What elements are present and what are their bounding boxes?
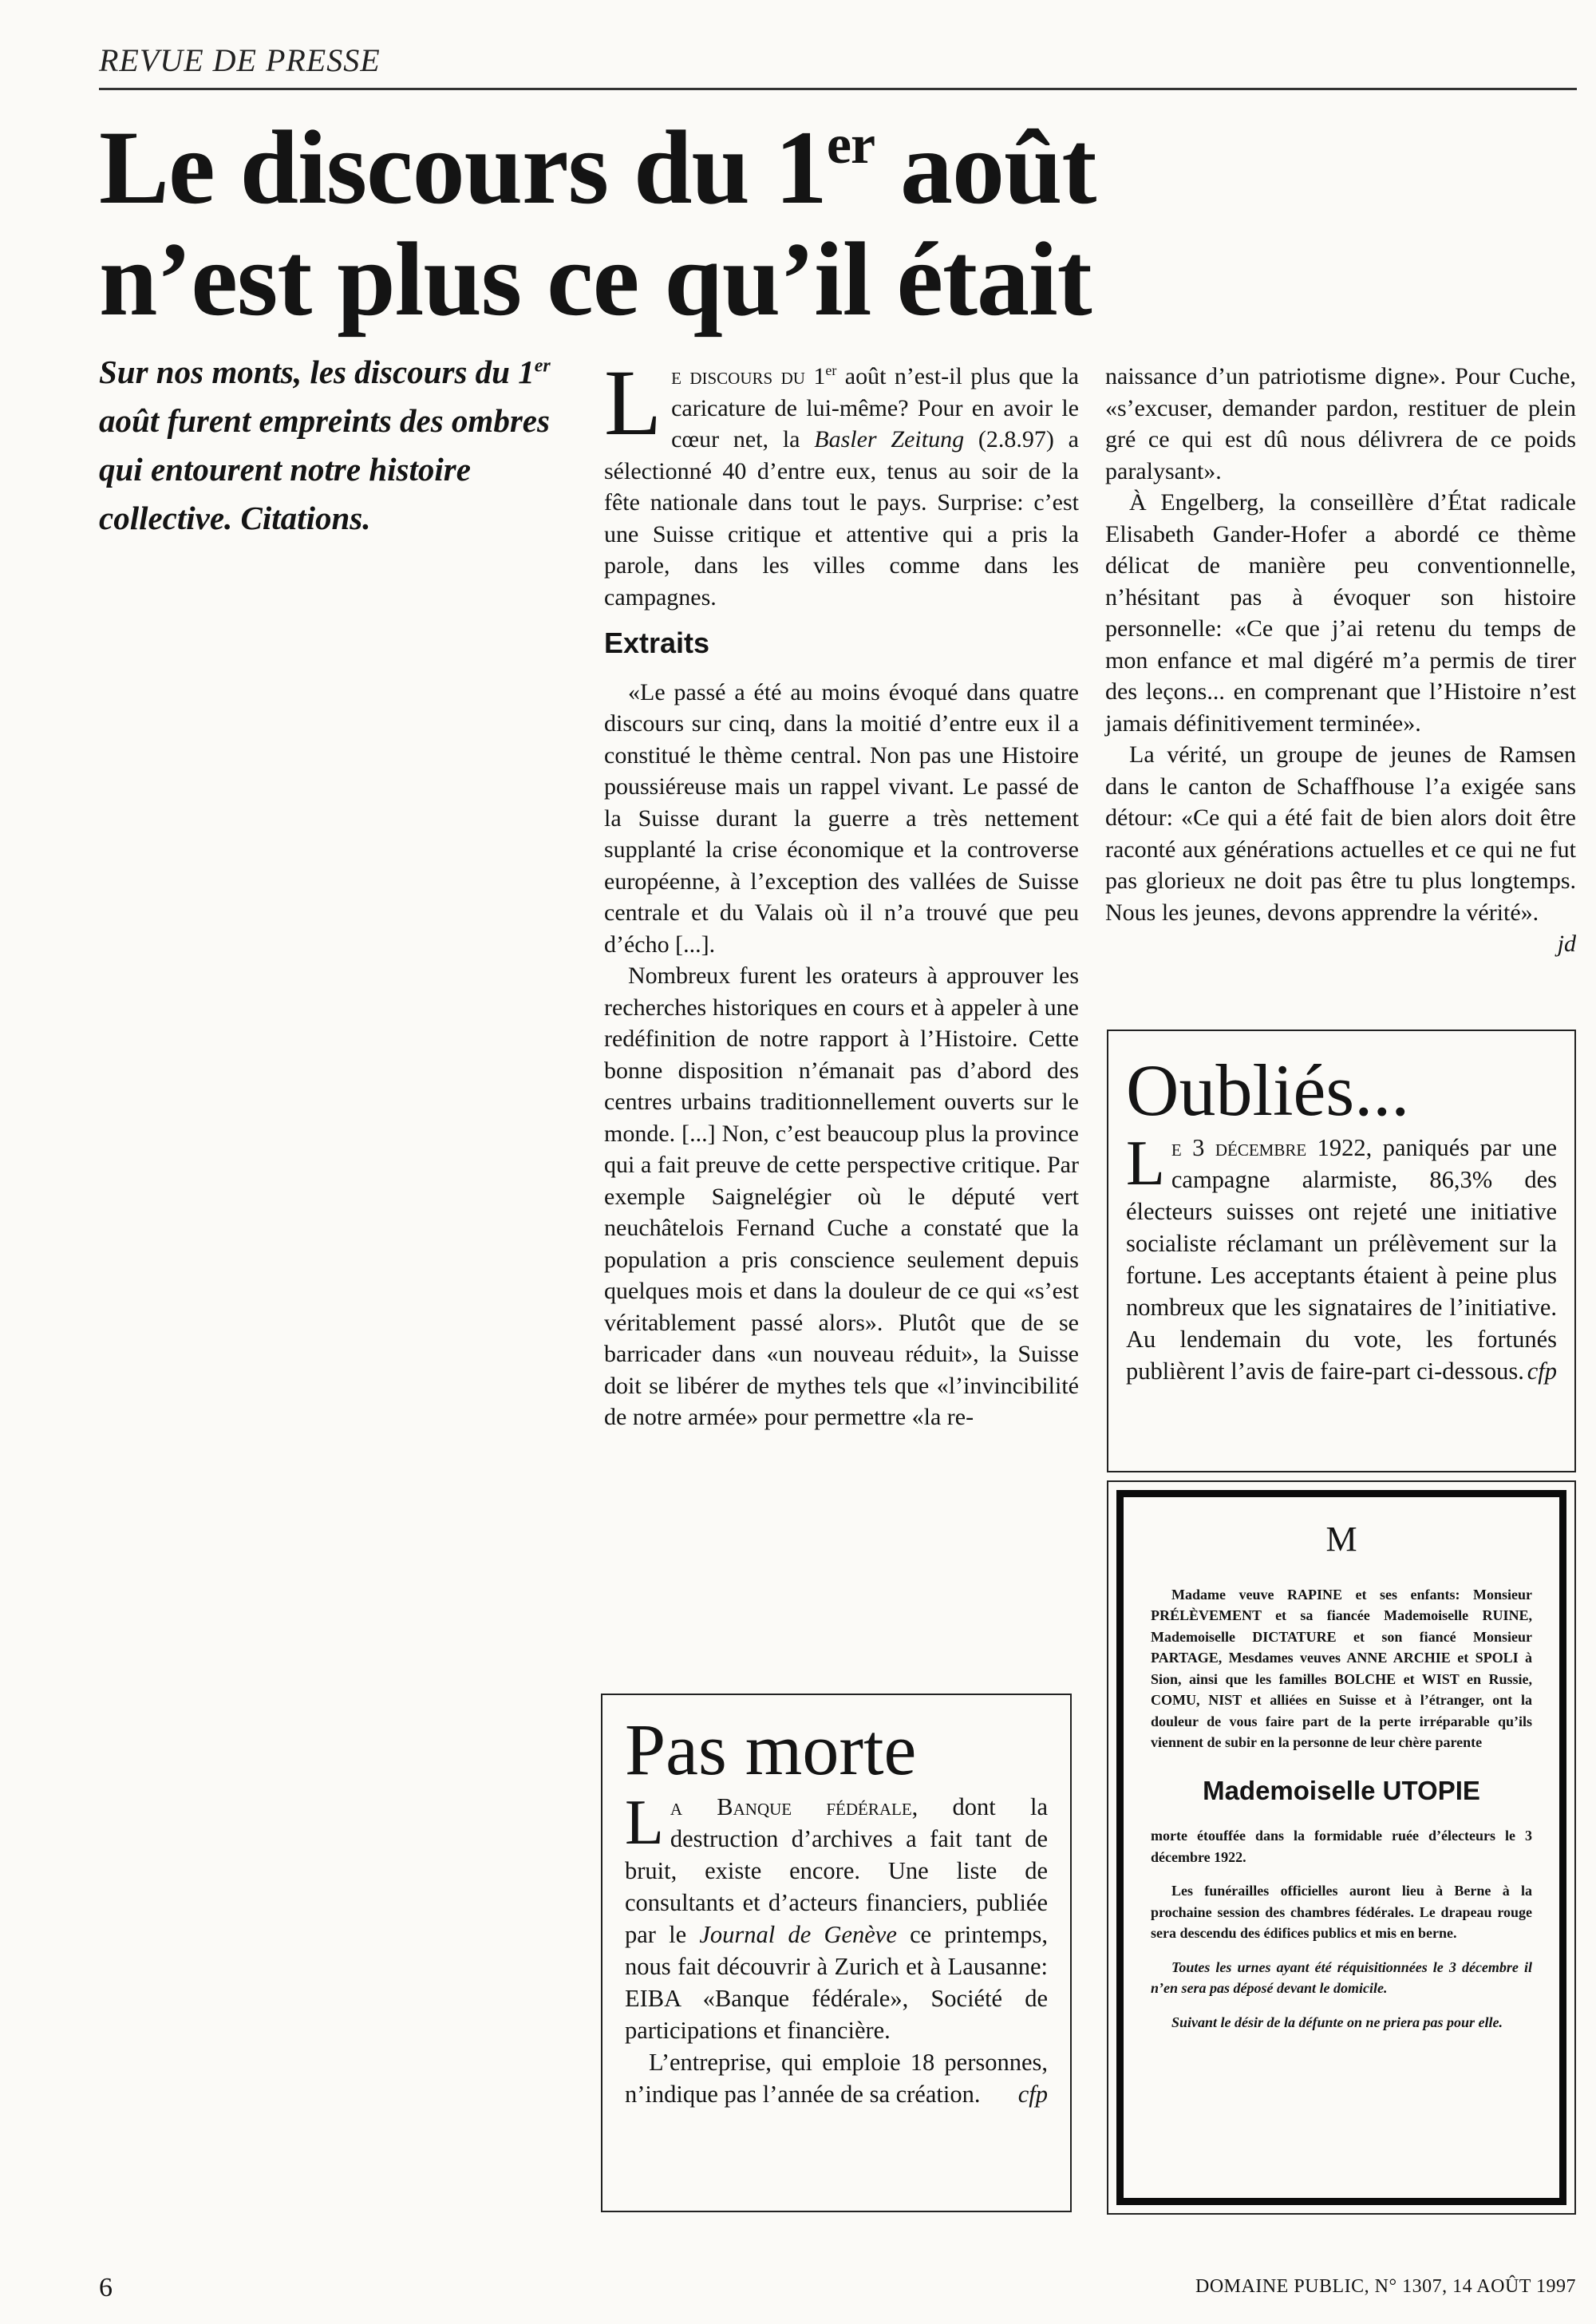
- box-title: Oubliés...: [1126, 1049, 1410, 1131]
- box-title: Pas morte: [625, 1709, 917, 1790]
- page-number: 6: [99, 2273, 113, 2302]
- article-paragraph: naissance d’un patriotisme digne». Pour Cuche, «s’excuser, demander pardon, restituer de plein gré ce qui est dû nous délivrera de ce poids paralysant».: [1105, 363, 1576, 484]
- lead-smallcaps: e discours du 1: [671, 363, 826, 389]
- intro-text-b: (2.8.97) a sélectionné 40 d’entre eux, tenus au soir de la fête nationale dans tout le pays. Surprise: c’est une Suisse critique et attentive qui a pris la parole, dans les villes comme dans les campagnes.: [604, 426, 1079, 611]
- notice-urns: Toutes les urnes ayant été réquisitionnées le 3 décembre il n’en sera pas déposé devant le domicile.: [1151, 1958, 1532, 1996]
- notice-wish: Suivant le désir de la défunte on ne priera pas pour elle.: [1171, 2014, 1503, 2030]
- article-column-2: [1105, 361, 1576, 960]
- author-signature: cfp: [1017, 2081, 1048, 2108]
- box-paragraph-text-b: ce printemps, nous fait découvrir à Zurich et à Lausanne: EIBA «Banque fédérale», Société de participations et financière.: [625, 1921, 1048, 2044]
- sidebar-box-oublies: [1107, 1030, 1576, 1472]
- lead-smallcaps: a Banque fédérale: [670, 1793, 912, 1820]
- article-column-1: [604, 350, 1079, 1433]
- author-signature: jd: [1557, 931, 1576, 957]
- lede: [99, 348, 578, 543]
- article-paragraph-intro: [604, 350, 1079, 613]
- notice-deceased-name: Mademoiselle UTOPIE: [1203, 1775, 1480, 1805]
- headline-line1-a: Le discours du 1: [99, 109, 827, 226]
- box-text: [1126, 1128, 1557, 1387]
- article-paragraph: [1105, 739, 1576, 957]
- notice-funeral: Les funérailles officielles auront lieu à Berne à la prochaine session des chambres fédérales. Le drapeau rouge sera descendu des édifices publics et mis en berne.: [1151, 1883, 1532, 1941]
- article-paragraph-text: La vérité, un groupe de jeunes de Ramsen dans le canton de Schaffhouse l’a exigée sans détour: «Ce qui a été fait de bien alors doit être raconté aux générations actuelles et ce qui ne fut pas glorieux ne doit pas être tu plus longtemps. Nous les jeunes, devons apprendre la vérité».: [1105, 741, 1576, 926]
- publication-info: DOMAINE PUBLIC, N° 1307, 14 AOÛT 1997: [1195, 2276, 1576, 2297]
- subheading-extraits: Extraits: [604, 626, 710, 659]
- box-paragraph: [625, 1788, 1048, 2046]
- page-title: [99, 109, 1296, 338]
- box-text: [625, 1788, 1048, 2110]
- box-paragraph: [625, 2046, 1048, 2110]
- lead-smallcaps: e 3 décembre: [1171, 1134, 1307, 1161]
- article-paragraph: À Engelberg, la conseillère d’État radicale Elisabeth Gander-Hofer a abordé ce thème délicat de manière peu conventionnelle, n’hésitant pas à évoquer son histoire personnelle: «Ce que j’ai retenu du temps de mon enfance et mal digéré m’a permis de tirer des leçons... en comprenant que l’Histoire n’est jamais définitivement terminée».: [1105, 489, 1576, 737]
- lede-part2: août furent empreints des ombres qui entourent notre histoire collective. Citations.: [99, 402, 550, 536]
- drop-cap: L: [1126, 1128, 1165, 1199]
- newspaper-name: Journal de Genève: [699, 1921, 897, 1948]
- lede-sup: er: [534, 355, 551, 377]
- lede-part1: Sur nos monts, les discours du 1: [99, 354, 535, 390]
- notice-initial: M: [1325, 1520, 1357, 1559]
- headline-sup: er: [826, 114, 875, 176]
- article-paragraph: Nombreux furent les orateurs à approuver les recherches historiques en cours et à appeler à une redéfinition de notre rapport à l’Histoire. Cette bonne disposition n’émanait pas d’abord des centres urbains traditionnellement ouverts sur le monde. [...] Non, c’est beaucoup plus la province qui a fait preuve de cette perspective critique. Par exemple Saignelégier où le député vert neuchâtelois Fernand Cuche a constaté que la population a pris conscience seulement depuis quelques mois et dans la douleur de ce qui «s’est véritablement passé alors». Plutôt que de se barricader dans «un nouveau réduit», la Suisse doit se libérer de mythes tels que «l’invincibilité de notre armée» pour permettre «la re-: [604, 962, 1079, 1430]
- death-notice-frame: [1107, 1480, 1576, 2215]
- newspaper-name: Basler Zeitung: [814, 426, 965, 453]
- intro-text-a: août n’est-il plus que la caricature de lui-même? Pour en avoir le cœur net, la: [671, 363, 1079, 453]
- sidebar-box-pas-morte: [601, 1694, 1072, 2212]
- drop-cap: L: [604, 350, 662, 455]
- header-rule: [99, 88, 1577, 90]
- box-paragraph: [1126, 1128, 1557, 1387]
- death-notice: [1116, 1490, 1566, 2205]
- box-paragraph-text: 1922, paniqués par une campagne alarmiste, 86,3% des électeurs suisses ont rejeté une initiative socialiste réclamant un prélèvement sur la fortune. Les acceptants étaient à peine plus nombreux que les signataires de l’initiative. Au lendemain du vote, les fortunés publièrent l’avis de faire-part ci-dessous.: [1126, 1134, 1557, 1385]
- headline-line1-b: août: [875, 109, 1096, 226]
- section-label: REVUE DE PRESSE: [99, 42, 381, 78]
- notice-announcement: Madame veuve RAPINE et ses enfants: Monsieur PRÉLÈVEMENT et sa fiancée Mademoiselle RUINE, Mademoiselle DICTATURE et son fiancé Monsieur PARTAGE, Mesdames veuves ANNE ARCHIE et SPOLI à Sion, ainsi que les familles BOLCHE et WIST en Russie, COMU, NIST et alliées en Suisse et à l’étranger, ont la douleur de vous faire part de la perte irréparable qu’ils viennent de subir en la personne de leur chère parente: [1151, 1586, 1532, 1750]
- lead-sup: er: [825, 362, 837, 378]
- box-paragraph-text-a: , dont la destruction d’archives a fait tant de bruit, existe encore. Une liste de consultants et d’acteurs financiers, publiée par le: [625, 1793, 1048, 1948]
- author-signature: cfp: [1527, 1358, 1557, 1385]
- article-paragraph: «Le passé a été au moins évoqué dans quatre discours sur cinq, dans la moitié d’entre eux il a constitué le thème central. Non pas une Histoire poussiéreuse mais un rappel vivant. Le passé de la Suisse durant la guerre a très nettement supplanté la crise économique et la controverse européenne, à l’exception des vallées de Suisse centrale et du Valais où il n’a trouvé que peu d’écho [...].: [604, 678, 1079, 958]
- drop-cap: L: [625, 1788, 664, 1858]
- notice-death: morte étouffée dans la formidable ruée d’électeurs le 3 décembre 1922.: [1151, 1828, 1532, 1865]
- headline-line2: n’est plus ce qu’il était: [99, 220, 1092, 338]
- box-paragraph-text: L’entreprise, qui emploie 18 personnes, n’indique pas l’année de sa création.: [625, 2049, 1048, 2108]
